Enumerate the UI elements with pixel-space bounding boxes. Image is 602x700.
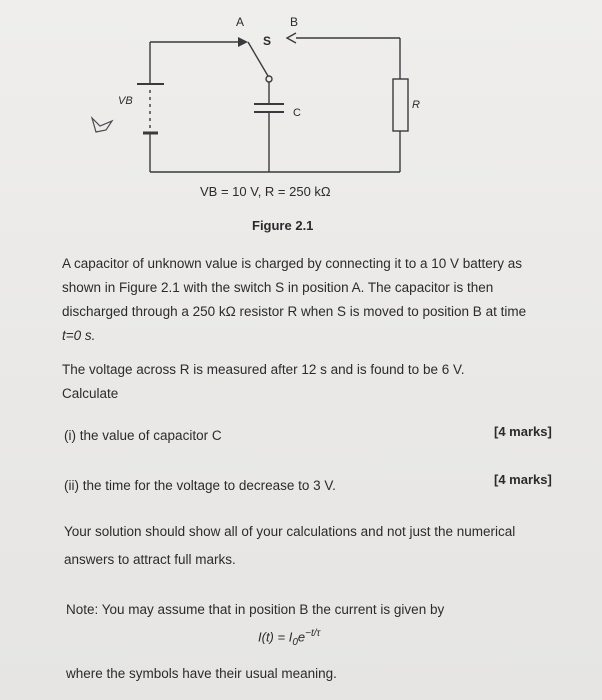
- question-line-6: Calculate: [62, 386, 119, 401]
- contact-b-arrow: [287, 33, 296, 43]
- resistor: [393, 79, 408, 131]
- given-values: VB = 10 V, R = 250 kΩ: [200, 184, 331, 199]
- part-i-text: (i) the value of capacitor C: [64, 428, 222, 443]
- label-s: S: [263, 34, 272, 48]
- part-ii-marks: [4 marks]: [494, 472, 552, 487]
- label-b: B: [290, 15, 299, 29]
- note-text: Note: You may assume that in position B the current is given by: [66, 602, 445, 617]
- part-i-marks: [4 marks]: [494, 424, 552, 439]
- figure-caption: Figure 2.1: [252, 218, 314, 233]
- switch-pivot: [266, 76, 272, 82]
- solution-line-2: answers to attract full marks.: [64, 552, 236, 567]
- note-end-text: where the symbols have their usual meaning.: [66, 666, 337, 681]
- label-r: R: [412, 99, 420, 111]
- question-line-4: t=0 s.: [62, 328, 96, 343]
- label-vb: VB: [118, 95, 133, 107]
- cursor-hand-icon: [92, 118, 112, 132]
- contact-a-arrow: [238, 37, 248, 47]
- question-line-3: discharged through a 250 kΩ resistor R when S is moved to position B at time: [62, 304, 527, 319]
- formula-sub: 0: [292, 636, 298, 648]
- formula-lhs: I(t) = I: [258, 629, 293, 645]
- question-line-2: shown in Figure 2.1 with the switch S in position A. The capacitor is then: [62, 280, 494, 295]
- label-a: A: [236, 15, 245, 29]
- solution-line-1: Your solution should show all of your calculations and not just the numerical: [64, 524, 516, 539]
- formula-exp: −t/τ: [305, 628, 321, 639]
- circuit-diagram: [0, 0, 602, 210]
- question-line-5: The voltage across R is measured after 12 s and is found to be 6 V.: [62, 362, 465, 377]
- formula-e: e: [297, 629, 306, 645]
- question-line-1: A capacitor of unknown value is charged by connecting it to a 10 V battery as: [62, 256, 523, 271]
- part-ii-text: (ii) the time for the voltage to decrease to 3 V.: [64, 478, 336, 493]
- current-formula: [258, 628, 320, 648]
- label-c: C: [293, 107, 301, 119]
